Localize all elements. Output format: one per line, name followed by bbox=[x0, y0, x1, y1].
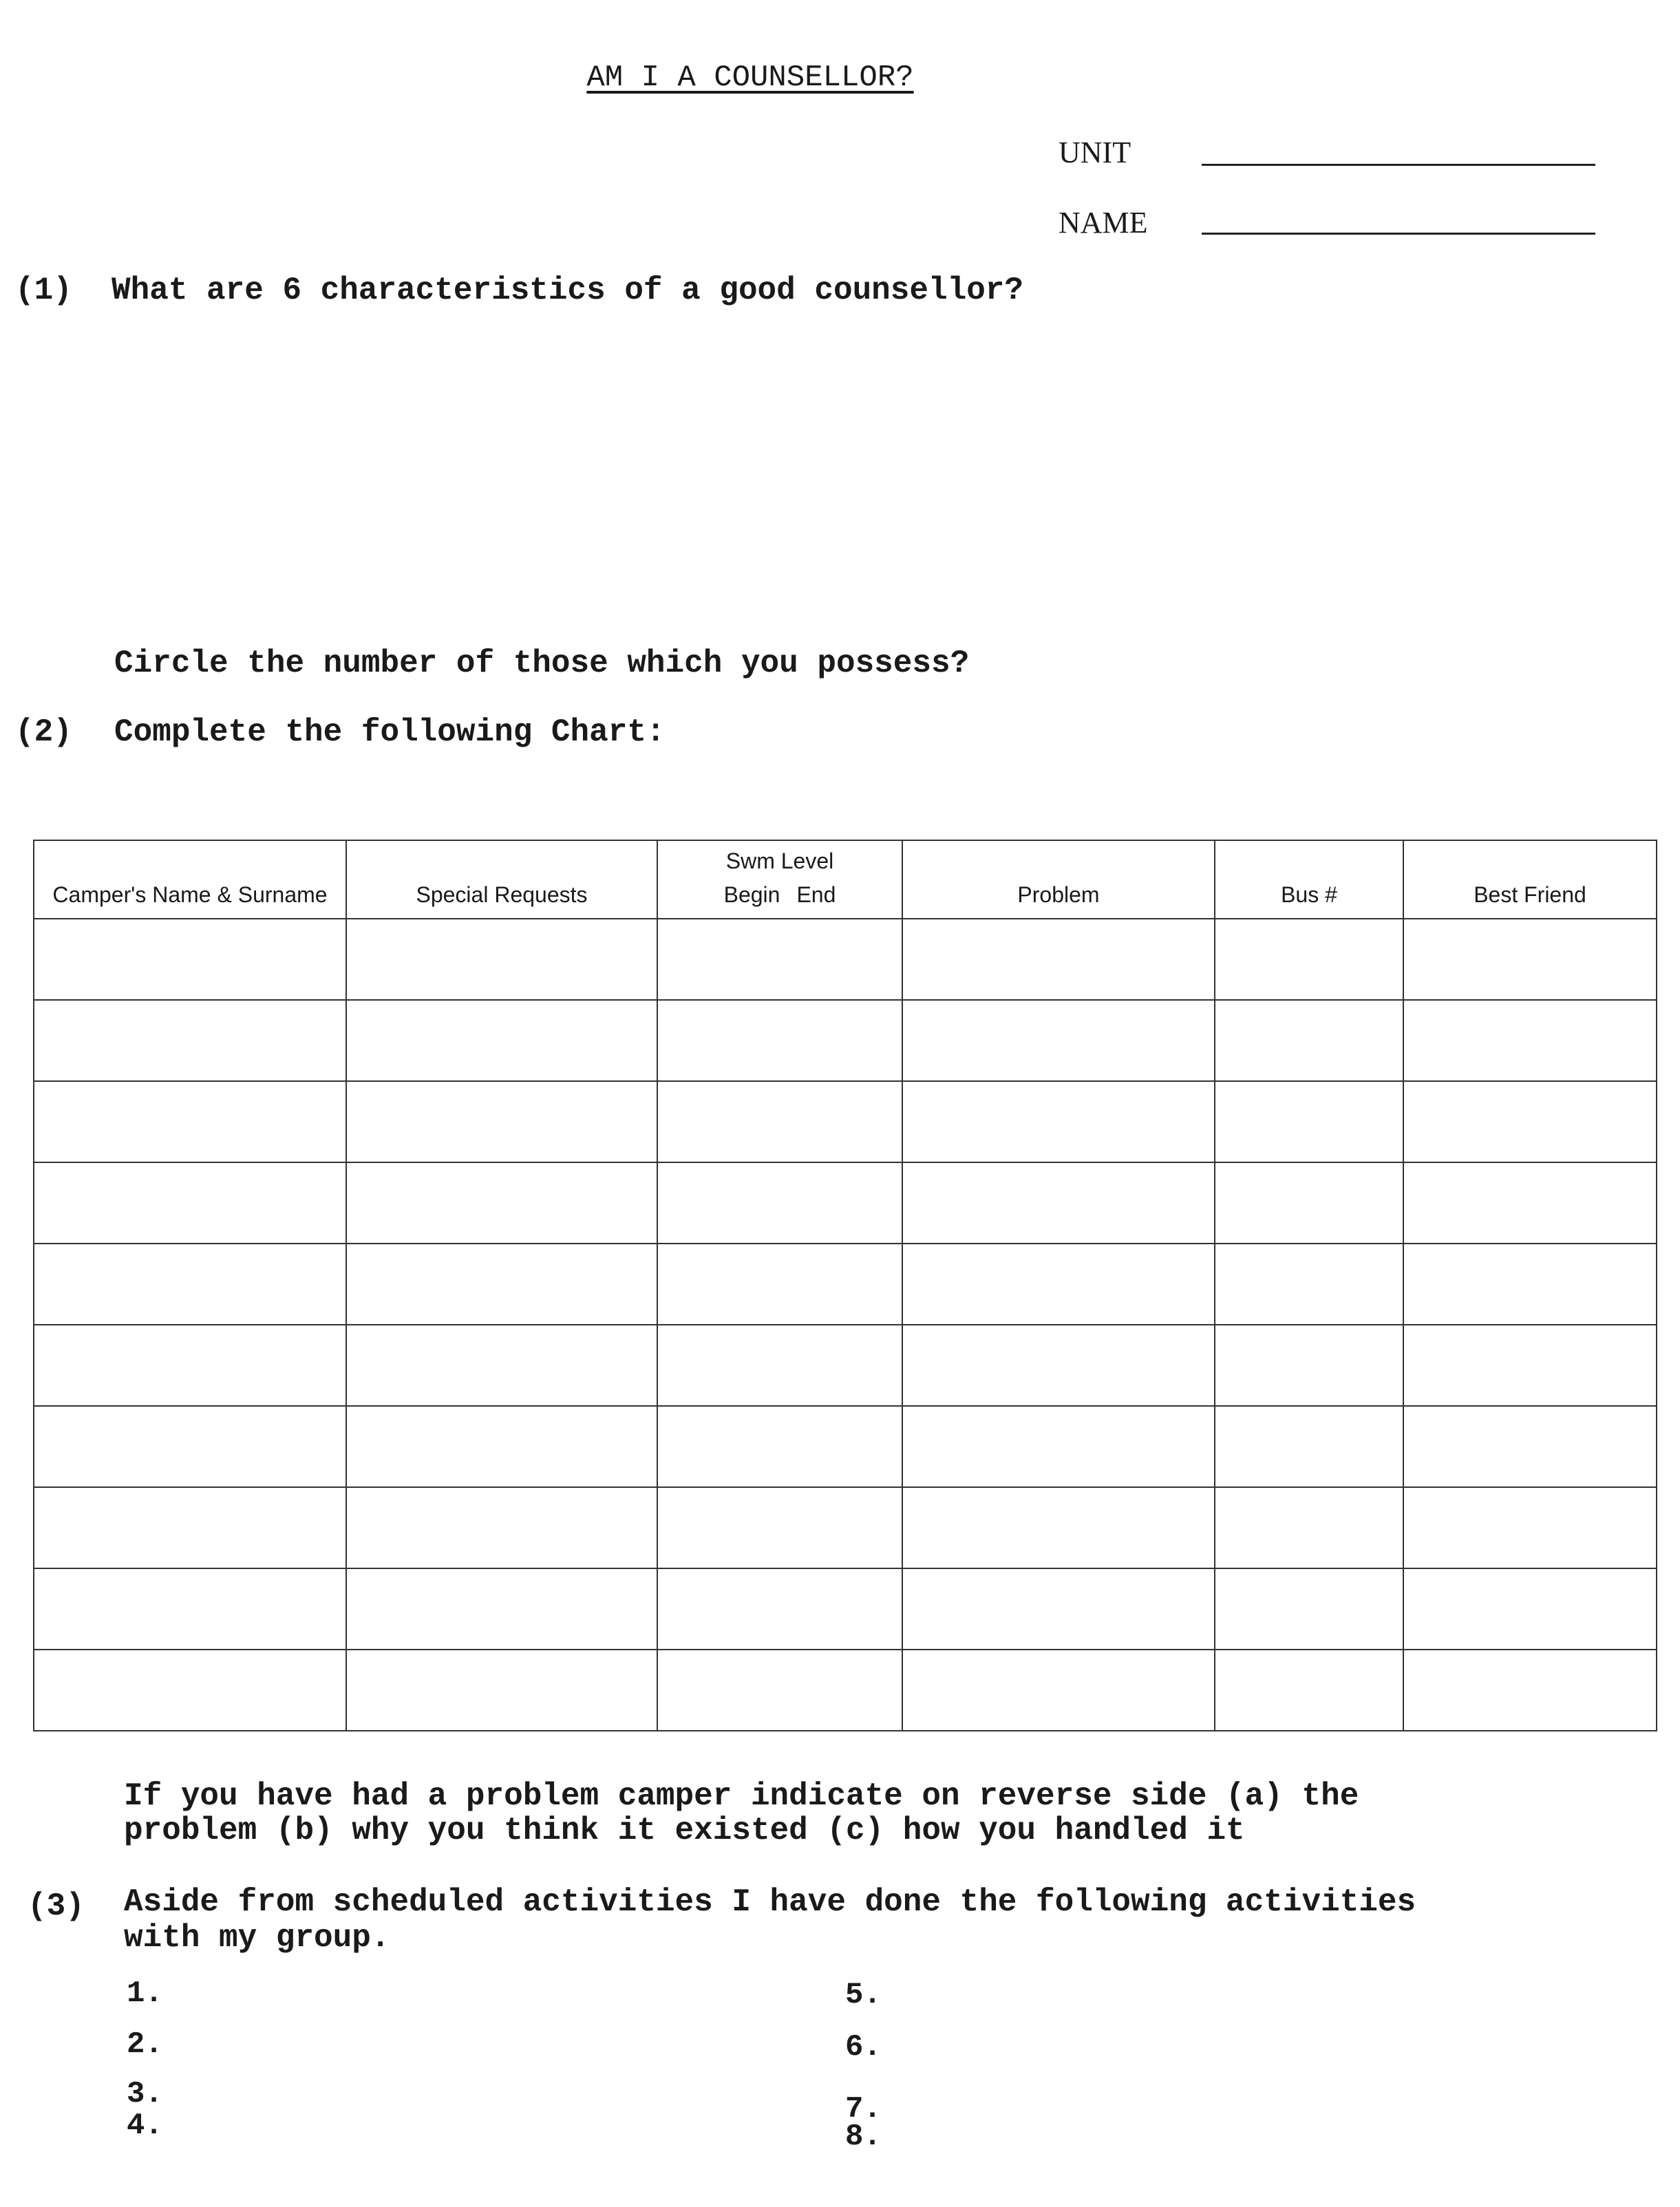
cell-requests[interactable] bbox=[346, 1000, 657, 1081]
col-header-friend: Best Friend bbox=[1403, 840, 1657, 919]
page-title: AM I A COUNSELLOR? bbox=[586, 61, 914, 95]
unit-field[interactable] bbox=[1202, 164, 1595, 166]
col-header-name: Camper's Name & Surname bbox=[34, 840, 346, 919]
cell-problem[interactable] bbox=[902, 1487, 1215, 1568]
cell-name[interactable] bbox=[34, 1406, 346, 1487]
cell-name[interactable] bbox=[34, 1568, 346, 1650]
activity-item-8: 8. bbox=[845, 2120, 882, 2154]
cell-requests[interactable] bbox=[346, 919, 657, 1000]
cell-friend[interactable] bbox=[1403, 1487, 1657, 1568]
cell-swim-level[interactable] bbox=[657, 1000, 902, 1081]
cell-requests[interactable] bbox=[346, 1406, 657, 1487]
cell-name[interactable] bbox=[34, 1487, 346, 1568]
question-3-number: (3) bbox=[28, 1888, 85, 1924]
chart-header-row bbox=[34, 840, 1657, 919]
cell-bus[interactable] bbox=[1215, 1244, 1403, 1325]
cell-problem[interactable] bbox=[902, 1325, 1215, 1406]
cell-friend[interactable] bbox=[1403, 1162, 1657, 1244]
cell-problem[interactable] bbox=[902, 1244, 1215, 1325]
table-row bbox=[34, 1081, 1657, 1162]
cell-requests[interactable] bbox=[346, 1244, 657, 1325]
table-row bbox=[34, 919, 1657, 1000]
cell-name[interactable] bbox=[34, 1244, 346, 1325]
cell-bus[interactable] bbox=[1215, 1162, 1403, 1244]
unit-label: UNIT bbox=[1059, 136, 1131, 169]
cell-requests[interactable] bbox=[346, 1487, 657, 1568]
cell-requests[interactable] bbox=[346, 1081, 657, 1162]
cell-bus[interactable] bbox=[1215, 919, 1403, 1000]
cell-swim-level[interactable] bbox=[657, 1081, 902, 1162]
cell-friend[interactable] bbox=[1403, 1081, 1657, 1162]
table-row bbox=[34, 1325, 1657, 1406]
cell-bus[interactable] bbox=[1215, 1000, 1403, 1081]
cell-problem[interactable] bbox=[902, 1162, 1215, 1244]
col-header-swim-level bbox=[657, 840, 902, 919]
question-2-text: Complete the following Chart: bbox=[114, 714, 666, 750]
cell-requests[interactable] bbox=[346, 1162, 657, 1244]
cell-swim-level[interactable] bbox=[657, 1325, 902, 1406]
cell-swim-level[interactable] bbox=[657, 1568, 902, 1650]
question-1-number: (1) bbox=[15, 273, 72, 308]
activity-item-2: 2. bbox=[127, 2027, 163, 2062]
cell-bus[interactable] bbox=[1215, 1568, 1403, 1650]
cell-problem[interactable] bbox=[902, 1081, 1215, 1162]
cell-swim-level[interactable] bbox=[657, 1406, 902, 1487]
swim-level-label: Swm Level bbox=[725, 848, 834, 873]
cell-requests[interactable] bbox=[346, 1568, 657, 1650]
name-label: NAME bbox=[1059, 206, 1148, 239]
question-3-line-1: Aside from scheduled activities I have done the following activities bbox=[124, 1884, 1416, 1920]
cell-swim-level[interactable] bbox=[657, 1244, 902, 1325]
cell-requests[interactable] bbox=[346, 1650, 657, 1731]
cell-name[interactable] bbox=[34, 1000, 346, 1081]
cell-bus[interactable] bbox=[1215, 1081, 1403, 1162]
activity-item-1: 1. bbox=[127, 1976, 163, 2011]
activity-item-7: 7. bbox=[845, 2092, 882, 2126]
cell-name[interactable] bbox=[34, 919, 346, 1000]
problem-camper-note-line-2: problem (b) why you think it existed (c) how you handled it bbox=[124, 1813, 1245, 1848]
cell-friend[interactable] bbox=[1403, 1325, 1657, 1406]
table-row bbox=[34, 1568, 1657, 1650]
cell-swim-level[interactable] bbox=[657, 1650, 902, 1731]
cell-problem[interactable] bbox=[902, 1650, 1215, 1731]
cell-problem[interactable] bbox=[902, 1568, 1215, 1650]
activity-item-4: 4. bbox=[127, 2109, 163, 2143]
table-row bbox=[34, 1244, 1657, 1325]
question-1-text: What are 6 characteristics of a good counsellor? bbox=[111, 273, 1024, 308]
swim-begin-label: Begin bbox=[723, 882, 780, 908]
cell-friend[interactable] bbox=[1403, 1000, 1657, 1081]
swim-end-label: End bbox=[796, 882, 836, 908]
question-2-number: (2) bbox=[15, 714, 72, 750]
cell-name[interactable] bbox=[34, 1325, 346, 1406]
cell-problem[interactable] bbox=[902, 1000, 1215, 1081]
cell-problem[interactable] bbox=[902, 1406, 1215, 1487]
circle-instruction: Circle the number of those which you possess? bbox=[114, 646, 970, 681]
cell-friend[interactable] bbox=[1403, 1244, 1657, 1325]
cell-swim-level[interactable] bbox=[657, 1162, 902, 1244]
cell-name[interactable] bbox=[34, 1162, 346, 1244]
camper-chart bbox=[33, 840, 1657, 1731]
cell-name[interactable] bbox=[34, 1650, 346, 1731]
cell-bus[interactable] bbox=[1215, 1487, 1403, 1568]
activity-item-6: 6. bbox=[845, 2030, 882, 2065]
name-field[interactable] bbox=[1202, 233, 1595, 235]
cell-friend[interactable] bbox=[1403, 1650, 1657, 1731]
cell-swim-level[interactable] bbox=[657, 1487, 902, 1568]
table-row bbox=[34, 1487, 1657, 1568]
activity-item-3: 3. bbox=[127, 2077, 163, 2111]
activity-item-5: 5. bbox=[845, 1978, 882, 2012]
cell-problem[interactable] bbox=[902, 919, 1215, 1000]
problem-camper-note-line-1: If you have had a problem camper indicate on reverse side (a) the bbox=[124, 1778, 1359, 1814]
cell-bus[interactable] bbox=[1215, 1406, 1403, 1487]
table-row bbox=[34, 1162, 1657, 1244]
cell-friend[interactable] bbox=[1403, 919, 1657, 1000]
question-3-line-2: with my group. bbox=[124, 1920, 390, 1956]
col-header-problem: Problem bbox=[902, 840, 1215, 919]
cell-bus[interactable] bbox=[1215, 1325, 1403, 1406]
col-header-bus: Bus # bbox=[1215, 840, 1403, 919]
table-row bbox=[34, 1000, 1657, 1081]
cell-friend[interactable] bbox=[1403, 1568, 1657, 1650]
cell-friend[interactable] bbox=[1403, 1406, 1657, 1487]
cell-bus[interactable] bbox=[1215, 1650, 1403, 1731]
col-header-requests: Special Requests bbox=[346, 840, 657, 919]
cell-name[interactable] bbox=[34, 1081, 346, 1162]
cell-requests[interactable] bbox=[346, 1325, 657, 1406]
cell-swim-level[interactable] bbox=[657, 919, 902, 1000]
table-row bbox=[34, 1406, 1657, 1487]
table-row bbox=[34, 1650, 1657, 1731]
